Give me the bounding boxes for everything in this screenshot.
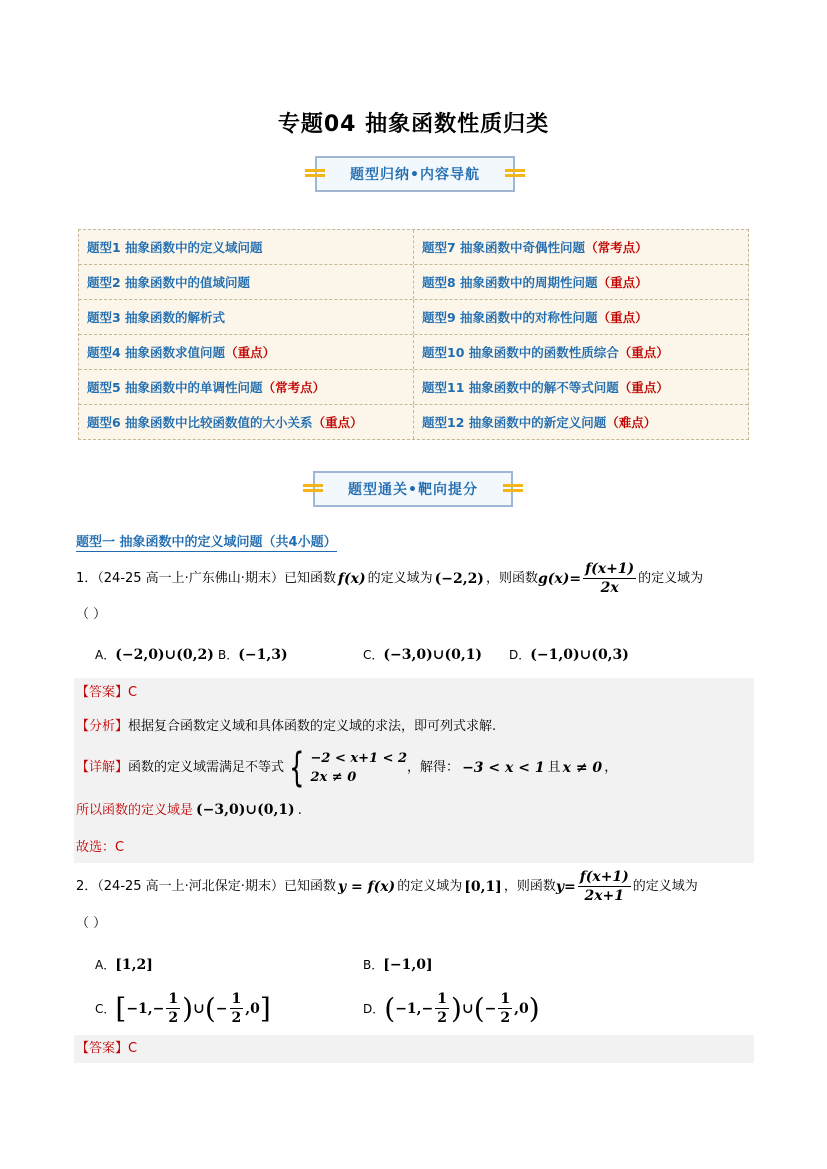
banner-label: 题型通关•靶向提分 [348,482,478,498]
nav-row [79,265,748,300]
nav-row [79,405,748,439]
page-title: 专题04 抽象函数性质归类 [277,112,550,137]
banner-decoration-left [305,167,325,181]
option-d[interactable]: D．(−1,0)∪(0,3) [509,647,629,663]
banner-decoration-right [503,482,523,496]
option-b[interactable]: B．[−1,0] [363,957,433,973]
nav-item[interactable]: 题型12 抽象函数中的新定义问题 （难点） [413,405,748,439]
nav-item[interactable]: 题型10 抽象函数中的函数性质综合 （重点） [413,335,748,369]
nav-row [79,300,748,335]
nav-item[interactable]: 题型5 抽象函数中的单调性问题 （常考点） [87,380,326,395]
option-c[interactable]: C． [ −1,− $\frac{1}{2}$ ) ∪ ( − $\frac{1}{2}$ ,0 ] [95,991,271,1026]
choose-line: 故选：C [76,840,125,855]
section-banner-practice [313,471,513,507]
nav-item[interactable]: 题型1 抽象函数中的定义域问题 [87,240,263,255]
section-banner-navigation [315,156,515,192]
nav-row [79,370,748,405]
banner-decoration-right [505,167,525,181]
answer-box-2 [74,1035,754,1063]
option-a[interactable]: A．(−2,0)∪(0,2) [95,647,214,663]
nav-item[interactable]: 题型11 抽象函数中的解不等式问题 （重点） [413,370,748,404]
question-2-stem: 2．（24-25 高一上·河北保定·期末）已知函数 y = f(x) 的定义域为 [0,1] ，则函数 y= $\frac{f(x+1)}{2x+1}$ 的定义域为 [76,869,698,904]
inequality-system: { −2 < x+1 < 2 2x ≠ 0 [289,745,408,791]
nav-item[interactable]: 题型8 抽象函数中的周期性问题 （重点） [413,265,748,299]
topic-navigation-table [78,229,749,440]
answer-line: 【答案】C [76,1041,138,1056]
section-heading: 题型一 抽象函数中的定义域问题（共4小题） [76,531,337,552]
nav-item[interactable]: 题型4 抽象函数求值问题 （重点） [87,345,276,360]
analysis-line: 【分析】根据复合函数定义域和具体函数的定义域的求法，即可列式求解. [76,719,497,734]
option-d[interactable]: D． ( −1,− $\frac{1}{2}$ ) ∪ ( − $\frac{1}{2}$ ,0 ) [363,991,540,1026]
option-b[interactable]: B．(−1,3) [218,647,288,663]
banner-decoration-left [303,482,323,496]
banner-label: 题型归纳•内容导航 [350,167,480,183]
option-c[interactable]: C．(−3,0)∪(0,1) [363,647,483,663]
question-1-stem: 1．（24-25 高一上·广东佛山·期末）已知函数 f(x) 的定义域为 (−2,2) ，则函数 g(x)= $\frac{f(x+1)}{2x}$ 的定义域为 [76,561,704,596]
nav-item[interactable]: 题型2 抽象函数中的值域问题 [87,275,251,290]
nav-row [79,335,748,370]
detail-line: 【详解】 函数的定义域需满足不等式 { −2 < x+1 < 2 2x ≠ 0 ，解得： −3 < x < 1 且 x ≠ 0 ， [76,745,618,791]
nav-item[interactable]: 题型7 抽象函数中奇偶性问题 （常考点） [413,230,748,264]
fraction: $\frac{f(x+1)}{2x}$ [585,561,635,596]
question-1-paren: （ ） [76,607,107,622]
answer-line: 【答案】C [76,685,138,700]
question-2-paren: （ ） [76,916,107,931]
nav-row [79,230,748,265]
fraction: $\frac{f(x+1)}{2x+1}$ [579,869,629,904]
nav-item[interactable]: 题型9 抽象函数中的对称性问题 （重点） [413,300,748,334]
nav-item[interactable]: 题型3 抽象函数的解析式 [87,310,226,325]
option-a[interactable]: A．[1,2] [95,957,153,973]
detail-line-2: 所以函数的定义域是 (−3,0)∪(0,1) . [76,802,302,818]
nav-item[interactable]: 题型6 抽象函数中比较函数值的大小关系 （重点） [87,415,363,430]
